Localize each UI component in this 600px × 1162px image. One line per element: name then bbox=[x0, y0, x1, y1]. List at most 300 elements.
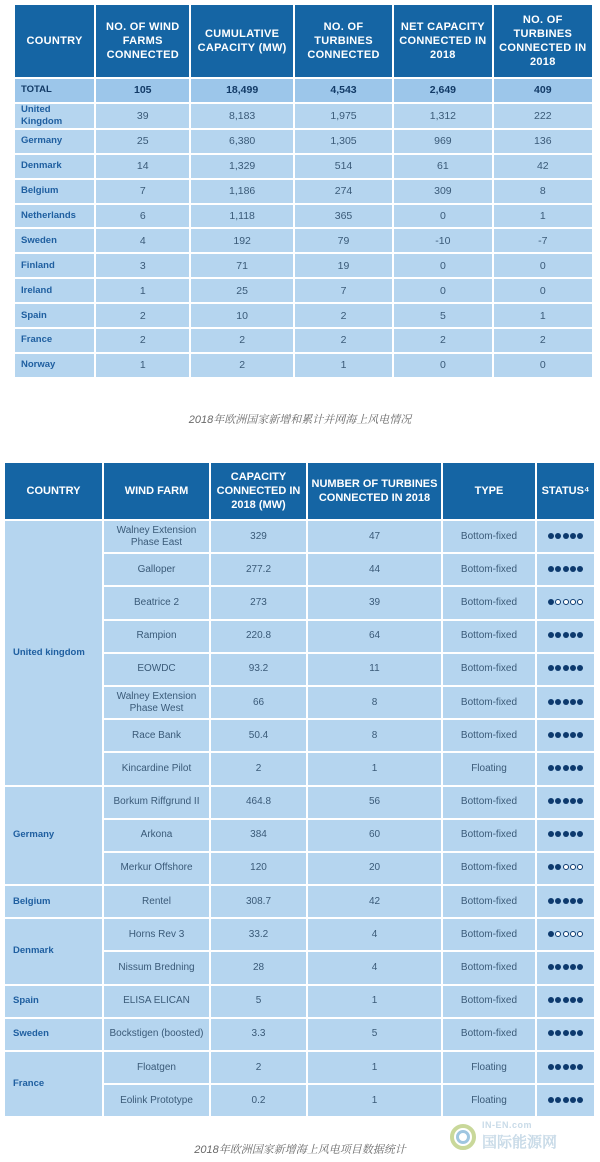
watermark-domain: IN-EN.com bbox=[482, 1120, 533, 1130]
cell-country: United kingdom bbox=[5, 521, 102, 785]
status-filled-dot-icon bbox=[548, 732, 554, 738]
cell-capacity: 120 bbox=[211, 853, 306, 884]
status-empty-dot-icon bbox=[570, 599, 576, 605]
status-filled-dot-icon bbox=[563, 765, 569, 771]
status-filled-dot-icon bbox=[563, 1064, 569, 1070]
status-filled-dot-icon bbox=[570, 533, 576, 539]
status-filled-dot-icon bbox=[548, 931, 554, 937]
cell-country: United Kingdom bbox=[15, 104, 94, 128]
cell-turbines2018: 1 bbox=[494, 304, 592, 327]
status-filled-dot-icon bbox=[548, 831, 554, 837]
status-filled-dot-icon bbox=[548, 533, 554, 539]
status-filled-dot-icon bbox=[577, 699, 583, 705]
cell-status bbox=[537, 720, 594, 751]
cell-farms: 4 bbox=[96, 229, 189, 252]
cell-status bbox=[537, 587, 594, 618]
status-filled-dot-icon bbox=[563, 831, 569, 837]
cell-name: Floatgen bbox=[104, 1052, 209, 1083]
cell-turbines: 2 bbox=[295, 329, 392, 352]
cell-capacity: 329 bbox=[211, 521, 306, 552]
cell-farms: 39 bbox=[96, 104, 189, 128]
cell-turbines: 1,975 bbox=[295, 104, 392, 128]
cell-status bbox=[537, 554, 594, 585]
cell-turbines2018: 42 bbox=[494, 155, 592, 178]
status-empty-dot-icon bbox=[577, 864, 583, 870]
cell-capacity: 220.8 bbox=[211, 621, 306, 652]
status-filled-dot-icon bbox=[548, 997, 554, 1003]
cell-farms: 14 bbox=[96, 155, 189, 178]
cell-type: Floating bbox=[443, 1052, 535, 1083]
cell-country: Belgium bbox=[5, 886, 102, 917]
status-filled-dot-icon bbox=[548, 964, 554, 970]
cell-name: ELISA ELICAN bbox=[104, 986, 209, 1017]
status-filled-dot-icon bbox=[555, 665, 561, 671]
cell-status bbox=[537, 687, 594, 718]
logo-inner-ring-icon bbox=[456, 1130, 470, 1144]
table-row bbox=[15, 279, 592, 302]
cell-name: Borkum Riffgrund II bbox=[104, 787, 209, 818]
cell-status bbox=[537, 986, 594, 1017]
table1-header-turbines: NO. OF TURBINES CONNECTED bbox=[295, 5, 392, 77]
status-filled-dot-icon bbox=[570, 1064, 576, 1070]
cell-turbines: 47 bbox=[308, 521, 441, 552]
status-filled-dot-icon bbox=[570, 765, 576, 771]
table-row bbox=[15, 254, 592, 277]
cell-turbines: 1,305 bbox=[295, 130, 392, 153]
cell-status bbox=[537, 521, 594, 552]
cell-name: Beatrice 2 bbox=[104, 587, 209, 618]
status-filled-dot-icon bbox=[577, 765, 583, 771]
cell-capacity: 192 bbox=[191, 229, 292, 252]
status-filled-dot-icon bbox=[555, 864, 561, 870]
cell-net2018: 0 bbox=[394, 205, 491, 228]
status-filled-dot-icon bbox=[563, 566, 569, 572]
cell-type: Bottom-fixed bbox=[443, 687, 535, 718]
cell-country: Denmark bbox=[5, 919, 102, 983]
cell-status bbox=[537, 1052, 594, 1083]
cell-turbines: 79 bbox=[295, 229, 392, 252]
new-projects-table bbox=[3, 461, 596, 1118]
cell-status bbox=[537, 886, 594, 917]
cell-capacity: 384 bbox=[211, 820, 306, 851]
cell-capacity: 93.2 bbox=[211, 654, 306, 685]
cell-turbines: 7 bbox=[295, 279, 392, 302]
status-filled-dot-icon bbox=[555, 831, 561, 837]
cell-turbines2018: 136 bbox=[494, 130, 592, 153]
cell-turbines2018: 1 bbox=[494, 205, 592, 228]
status-filled-dot-icon bbox=[563, 533, 569, 539]
cell-turbines: 8 bbox=[308, 720, 441, 751]
status-filled-dot-icon bbox=[548, 566, 554, 572]
table2-header-status: STATUS⁴ bbox=[537, 463, 594, 519]
cell-capacity: 66 bbox=[211, 687, 306, 718]
cell-type: Bottom-fixed bbox=[443, 853, 535, 884]
table2-header-turbines: NUMBER OF TURBINES CONNECTED IN 2018 bbox=[308, 463, 441, 519]
status-filled-dot-icon bbox=[577, 632, 583, 638]
cell-name: Eolink Prototype bbox=[104, 1085, 209, 1116]
cell-turbines: 60 bbox=[308, 820, 441, 851]
cell-type: Floating bbox=[443, 753, 535, 784]
status-filled-dot-icon bbox=[570, 898, 576, 904]
status-filled-dot-icon bbox=[548, 1097, 554, 1103]
cell-name: Horns Rev 3 bbox=[104, 919, 209, 950]
status-filled-dot-icon bbox=[555, 632, 561, 638]
cell-type: Bottom-fixed bbox=[443, 886, 535, 917]
cell-country: TOTAL bbox=[15, 79, 94, 102]
status-filled-dot-icon bbox=[548, 699, 554, 705]
cell-capacity: 8,183 bbox=[191, 104, 292, 128]
table-row bbox=[5, 1052, 594, 1083]
status-empty-dot-icon bbox=[577, 599, 583, 605]
cell-farms: 1 bbox=[96, 279, 189, 302]
cell-capacity: 2 bbox=[211, 1052, 306, 1083]
cell-capacity: 273 bbox=[211, 587, 306, 618]
status-filled-dot-icon bbox=[570, 732, 576, 738]
cell-type: Bottom-fixed bbox=[443, 554, 535, 585]
cell-net2018: 0 bbox=[394, 354, 491, 377]
cell-turbines: 5 bbox=[308, 1019, 441, 1050]
status-filled-dot-icon bbox=[555, 1064, 561, 1070]
status-filled-dot-icon bbox=[555, 964, 561, 970]
cell-status bbox=[537, 621, 594, 652]
status-filled-dot-icon bbox=[570, 997, 576, 1003]
cell-turbines: 514 bbox=[295, 155, 392, 178]
status-filled-dot-icon bbox=[570, 665, 576, 671]
table1-caption: 2018年欧洲国家新增和累计并网海上风电情况 bbox=[188, 414, 412, 426]
cell-country: Germany bbox=[5, 787, 102, 885]
cell-net2018: -10 bbox=[394, 229, 491, 252]
status-filled-dot-icon bbox=[563, 1030, 569, 1036]
cell-net2018: 0 bbox=[394, 279, 491, 302]
status-filled-dot-icon bbox=[577, 533, 583, 539]
cell-name: Kincardine Pilot bbox=[104, 753, 209, 784]
watermark-logo bbox=[442, 1118, 592, 1158]
cell-farms: 2 bbox=[96, 329, 189, 352]
cell-country: Denmark bbox=[15, 155, 94, 178]
cumulative-capacity-table bbox=[13, 3, 594, 379]
cell-turbines2018: 0 bbox=[494, 354, 592, 377]
cell-name: Rampion bbox=[104, 621, 209, 652]
table2-header-row bbox=[5, 463, 594, 519]
cell-turbines: 365 bbox=[295, 205, 392, 228]
status-filled-dot-icon bbox=[570, 964, 576, 970]
status-filled-dot-icon bbox=[563, 1097, 569, 1103]
cell-turbines: 8 bbox=[308, 687, 441, 718]
status-filled-dot-icon bbox=[548, 798, 554, 804]
status-filled-dot-icon bbox=[570, 1097, 576, 1103]
status-filled-dot-icon bbox=[570, 798, 576, 804]
table-row bbox=[5, 919, 594, 950]
cell-name: Walney Extension Phase West bbox=[104, 687, 209, 718]
status-filled-dot-icon bbox=[563, 997, 569, 1003]
status-filled-dot-icon bbox=[555, 699, 561, 705]
cell-turbines: 4 bbox=[308, 919, 441, 950]
cell-status bbox=[537, 820, 594, 851]
cell-turbines: 2 bbox=[295, 304, 392, 327]
cell-name: Arkona bbox=[104, 820, 209, 851]
status-filled-dot-icon bbox=[577, 898, 583, 904]
cell-country: Sweden bbox=[15, 229, 94, 252]
status-filled-dot-icon bbox=[555, 997, 561, 1003]
status-filled-dot-icon bbox=[563, 964, 569, 970]
cell-name: Merkur Offshore bbox=[104, 853, 209, 884]
status-filled-dot-icon bbox=[555, 533, 561, 539]
cell-country: France bbox=[5, 1052, 102, 1116]
cell-farms: 1 bbox=[96, 354, 189, 377]
status-filled-dot-icon bbox=[555, 1030, 561, 1036]
table-row bbox=[15, 180, 592, 203]
cell-capacity: 2 bbox=[191, 354, 292, 377]
cell-turbines2018: -7 bbox=[494, 229, 592, 252]
status-filled-dot-icon bbox=[570, 699, 576, 705]
table-row bbox=[5, 521, 594, 552]
cell-turbines2018: 0 bbox=[494, 254, 592, 277]
cell-turbines: 1 bbox=[308, 1085, 441, 1116]
cell-name: Galloper bbox=[104, 554, 209, 585]
cell-turbines: 4 bbox=[308, 952, 441, 983]
status-filled-dot-icon bbox=[555, 898, 561, 904]
cell-capacity: 1,118 bbox=[191, 205, 292, 228]
table-row bbox=[15, 304, 592, 327]
table-row bbox=[15, 229, 592, 252]
cell-farms: 105 bbox=[96, 79, 189, 102]
status-filled-dot-icon bbox=[577, 1097, 583, 1103]
cell-country: Norway bbox=[15, 354, 94, 377]
status-filled-dot-icon bbox=[555, 798, 561, 804]
status-filled-dot-icon bbox=[555, 566, 561, 572]
cell-turbines: 64 bbox=[308, 621, 441, 652]
cell-turbines: 19 bbox=[295, 254, 392, 277]
table-row bbox=[5, 787, 594, 818]
cell-net2018: 969 bbox=[394, 130, 491, 153]
table1-header-capacity: CUMULATIVE CAPACITY (MW) bbox=[191, 5, 292, 77]
cell-turbines: 1 bbox=[308, 1052, 441, 1083]
cell-turbines: 39 bbox=[308, 587, 441, 618]
status-filled-dot-icon bbox=[577, 798, 583, 804]
cell-capacity: 308.7 bbox=[211, 886, 306, 917]
cell-turbines: 42 bbox=[308, 886, 441, 917]
status-filled-dot-icon bbox=[548, 765, 554, 771]
cell-capacity: 3.3 bbox=[211, 1019, 306, 1050]
cell-net2018: 61 bbox=[394, 155, 491, 178]
watermark-name: 国际能源网 bbox=[482, 1134, 558, 1151]
cell-country: Spain bbox=[15, 304, 94, 327]
cell-status bbox=[537, 853, 594, 884]
cell-country: Ireland bbox=[15, 279, 94, 302]
cell-status bbox=[537, 753, 594, 784]
cell-turbines: 1 bbox=[308, 753, 441, 784]
status-filled-dot-icon bbox=[555, 1097, 561, 1103]
status-empty-dot-icon bbox=[577, 931, 583, 937]
status-filled-dot-icon bbox=[563, 732, 569, 738]
status-filled-dot-icon bbox=[548, 632, 554, 638]
cell-type: Bottom-fixed bbox=[443, 787, 535, 818]
status-filled-dot-icon bbox=[577, 566, 583, 572]
status-filled-dot-icon bbox=[563, 898, 569, 904]
status-filled-dot-icon bbox=[577, 665, 583, 671]
cell-turbines2018: 0 bbox=[494, 279, 592, 302]
cell-turbines: 1 bbox=[308, 986, 441, 1017]
cell-country: France bbox=[15, 329, 94, 352]
cell-capacity: 28 bbox=[211, 952, 306, 983]
table1-header-country: COUNTRY bbox=[15, 5, 94, 77]
cell-net2018: 5 bbox=[394, 304, 491, 327]
cell-turbines2018: 2 bbox=[494, 329, 592, 352]
cell-net2018: 309 bbox=[394, 180, 491, 203]
cell-status bbox=[537, 654, 594, 685]
status-filled-dot-icon bbox=[570, 831, 576, 837]
cell-turbines: 44 bbox=[308, 554, 441, 585]
cell-farms: 3 bbox=[96, 254, 189, 277]
cell-farms: 25 bbox=[96, 130, 189, 153]
table1-header-row bbox=[15, 5, 592, 77]
status-empty-dot-icon bbox=[570, 864, 576, 870]
cell-capacity: 1,329 bbox=[191, 155, 292, 178]
cell-turbines: 11 bbox=[308, 654, 441, 685]
cell-capacity: 1,186 bbox=[191, 180, 292, 203]
cell-turbines: 56 bbox=[308, 787, 441, 818]
cell-turbines2018: 8 bbox=[494, 180, 592, 203]
cell-capacity: 6,380 bbox=[191, 130, 292, 153]
cell-capacity: 5 bbox=[211, 986, 306, 1017]
cell-type: Bottom-fixed bbox=[443, 521, 535, 552]
status-filled-dot-icon bbox=[548, 665, 554, 671]
cell-status bbox=[537, 919, 594, 950]
status-filled-dot-icon bbox=[563, 632, 569, 638]
cell-net2018: 2 bbox=[394, 329, 491, 352]
cell-status bbox=[537, 1019, 594, 1050]
cell-name: Nissum Bredning bbox=[104, 952, 209, 983]
cell-status bbox=[537, 952, 594, 983]
cell-type: Bottom-fixed bbox=[443, 952, 535, 983]
cell-country: Sweden bbox=[5, 1019, 102, 1050]
cell-type: Bottom-fixed bbox=[443, 720, 535, 751]
status-empty-dot-icon bbox=[555, 599, 561, 605]
status-filled-dot-icon bbox=[577, 1064, 583, 1070]
cell-country: Spain bbox=[5, 986, 102, 1017]
cell-farms: 6 bbox=[96, 205, 189, 228]
cell-country: Belgium bbox=[15, 180, 94, 203]
table-row bbox=[5, 886, 594, 917]
table-row bbox=[5, 986, 594, 1017]
table-row bbox=[15, 130, 592, 153]
cell-capacity: 71 bbox=[191, 254, 292, 277]
table2-header-capacity: CAPACITY CONNECTED IN 2018 (MW) bbox=[211, 463, 306, 519]
cell-status bbox=[537, 1085, 594, 1116]
cell-status bbox=[537, 787, 594, 818]
table2-header-wind-farm: WIND FARM bbox=[104, 463, 209, 519]
status-filled-dot-icon bbox=[548, 864, 554, 870]
cell-country: Netherlands bbox=[15, 205, 94, 228]
status-filled-dot-icon bbox=[563, 798, 569, 804]
cell-capacity: 464.8 bbox=[211, 787, 306, 818]
cell-farms: 2 bbox=[96, 304, 189, 327]
status-filled-dot-icon bbox=[577, 732, 583, 738]
cell-type: Bottom-fixed bbox=[443, 587, 535, 618]
status-filled-dot-icon bbox=[570, 566, 576, 572]
cell-turbines: 4,543 bbox=[295, 79, 392, 102]
cell-name: Walney Extension Phase East bbox=[104, 521, 209, 552]
status-filled-dot-icon bbox=[555, 732, 561, 738]
total-row bbox=[15, 79, 592, 102]
cell-capacity: 18,499 bbox=[191, 79, 292, 102]
table1-header-turbines2018: NO. OF TURBINES CONNECTED IN 2018 bbox=[494, 5, 592, 77]
cell-net2018: 2,649 bbox=[394, 79, 491, 102]
table1-header-farms: NO. OF WIND FARMS CONNECTED bbox=[96, 5, 189, 77]
status-filled-dot-icon bbox=[570, 1030, 576, 1036]
status-filled-dot-icon bbox=[563, 699, 569, 705]
table2-header-country: COUNTRY bbox=[5, 463, 102, 519]
cell-capacity: 2 bbox=[211, 753, 306, 784]
status-filled-dot-icon bbox=[548, 599, 554, 605]
cell-farms: 7 bbox=[96, 180, 189, 203]
cell-capacity: 277.2 bbox=[211, 554, 306, 585]
cell-net2018: 0 bbox=[394, 254, 491, 277]
cell-type: Floating bbox=[443, 1085, 535, 1116]
table-row bbox=[15, 354, 592, 377]
cell-type: Bottom-fixed bbox=[443, 986, 535, 1017]
status-empty-dot-icon bbox=[563, 864, 569, 870]
status-filled-dot-icon bbox=[577, 964, 583, 970]
cell-capacity: 2 bbox=[191, 329, 292, 352]
table-row bbox=[5, 1019, 594, 1050]
cell-type: Bottom-fixed bbox=[443, 621, 535, 652]
status-filled-dot-icon bbox=[548, 898, 554, 904]
cell-turbines2018: 222 bbox=[494, 104, 592, 128]
table-row bbox=[15, 104, 592, 128]
cell-turbines: 274 bbox=[295, 180, 392, 203]
status-filled-dot-icon bbox=[563, 665, 569, 671]
cell-net2018: 1,312 bbox=[394, 104, 491, 128]
cell-type: Bottom-fixed bbox=[443, 919, 535, 950]
cell-type: Bottom-fixed bbox=[443, 820, 535, 851]
cell-country: Germany bbox=[15, 130, 94, 153]
cell-country: Finland bbox=[15, 254, 94, 277]
cell-turbines: 1 bbox=[295, 354, 392, 377]
cell-capacity: 0.2 bbox=[211, 1085, 306, 1116]
status-filled-dot-icon bbox=[555, 765, 561, 771]
status-empty-dot-icon bbox=[570, 931, 576, 937]
cell-capacity: 25 bbox=[191, 279, 292, 302]
cell-turbines2018: 409 bbox=[494, 79, 592, 102]
status-filled-dot-icon bbox=[577, 831, 583, 837]
cell-type: Bottom-fixed bbox=[443, 1019, 535, 1050]
cell-capacity: 50.4 bbox=[211, 720, 306, 751]
cell-turbines: 20 bbox=[308, 853, 441, 884]
table2-caption: 2018年欧洲国家新增海上风电项目数据统计 bbox=[194, 1144, 406, 1156]
cell-name: Rentel bbox=[104, 886, 209, 917]
status-filled-dot-icon bbox=[577, 997, 583, 1003]
status-filled-dot-icon bbox=[577, 1030, 583, 1036]
cell-name: EOWDC bbox=[104, 654, 209, 685]
table-row bbox=[15, 205, 592, 228]
table1-header-net2018: NET CAPACITY CONNECTED IN 2018 bbox=[394, 5, 491, 77]
table-row bbox=[15, 155, 592, 178]
cell-capacity: 33.2 bbox=[211, 919, 306, 950]
status-filled-dot-icon bbox=[548, 1064, 554, 1070]
status-filled-dot-icon bbox=[570, 632, 576, 638]
cell-type: Bottom-fixed bbox=[443, 654, 535, 685]
cell-name: Bockstigen (boosted) bbox=[104, 1019, 209, 1050]
cell-name: Race Bank bbox=[104, 720, 209, 751]
cell-capacity: 10 bbox=[191, 304, 292, 327]
table-row bbox=[15, 329, 592, 352]
status-filled-dot-icon bbox=[548, 1030, 554, 1036]
status-empty-dot-icon bbox=[563, 599, 569, 605]
table2-header-type: TYPE bbox=[443, 463, 535, 519]
status-empty-dot-icon bbox=[563, 931, 569, 937]
status-empty-dot-icon bbox=[555, 931, 561, 937]
